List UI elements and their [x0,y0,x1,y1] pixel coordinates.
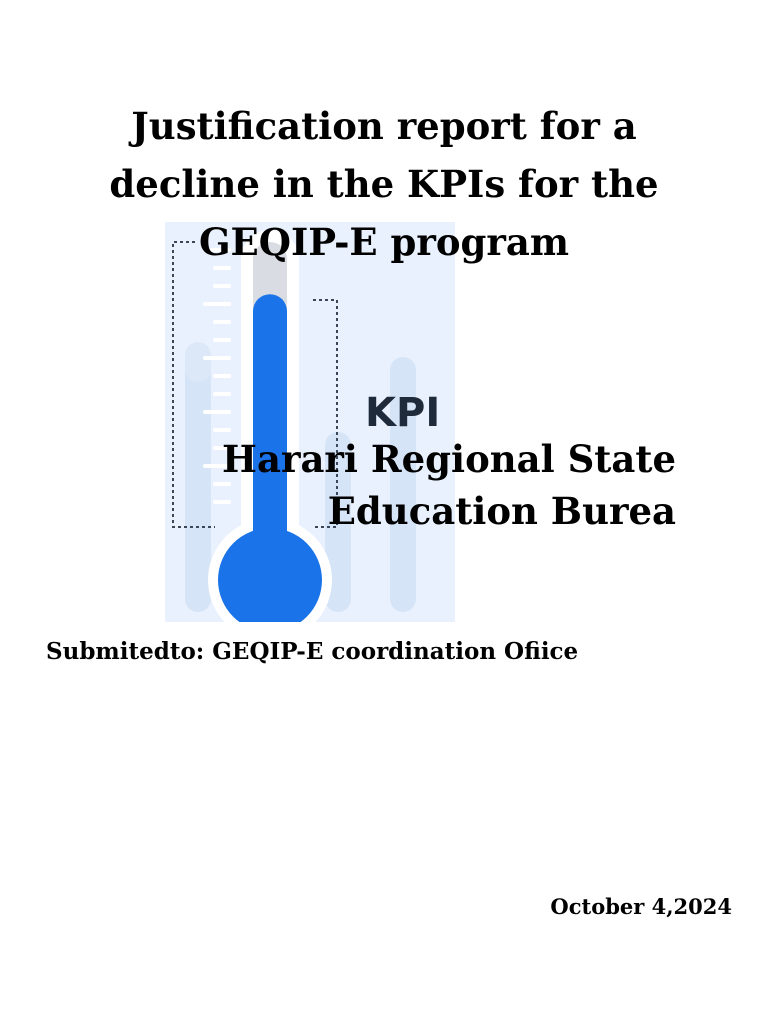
report-title-line-1: Justification report for a [131,104,637,148]
kpi-thermometer-icon [165,222,455,622]
kpi-label: KPI [365,390,441,436]
report-title-line-2: decline in the KPIs for the [109,162,659,206]
organization-name-line-2: Education Burea [327,489,676,533]
faded-bar [185,342,211,382]
report-title-line-3: GEQIP-E program [198,220,570,264]
organization-name-line-1: Harari Regional State [222,437,676,481]
submitted-to: Submitedto: GEQIP-E coordination Ofiice [46,638,579,665]
report-title [84,97,684,271]
organization-name [222,433,676,537]
report-date: October 4,2024 [550,894,732,919]
faded-bar [185,352,211,612]
